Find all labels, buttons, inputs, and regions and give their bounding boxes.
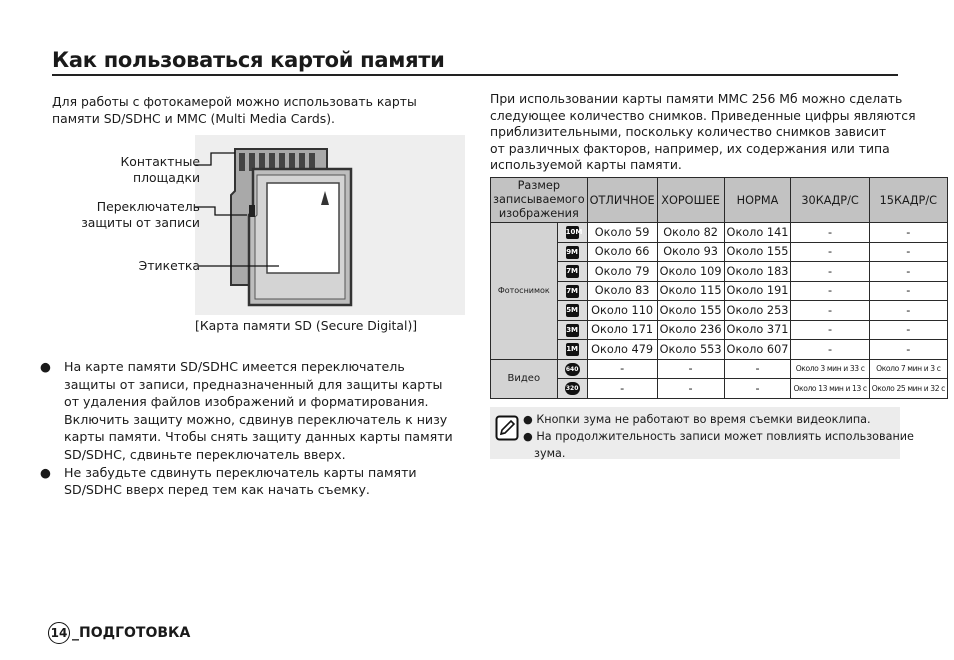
text-line: следующее количество снимков. Приведенные цифры являются bbox=[490, 107, 916, 123]
text-line: используемой карты памяти. bbox=[490, 157, 682, 173]
text-line: приблизительными, поскольку количество снимков зависит bbox=[490, 124, 887, 140]
table-cell: - bbox=[791, 262, 869, 282]
table-row bbox=[491, 340, 948, 360]
note-text bbox=[523, 411, 914, 462]
table-cell: Около 553 bbox=[657, 340, 724, 360]
table-cell: - bbox=[657, 359, 724, 379]
bullet-icon: ● bbox=[523, 413, 533, 426]
size-icon-cell bbox=[557, 320, 587, 340]
bullet-icon: ● bbox=[40, 359, 51, 374]
table-cell: Около 155 bbox=[724, 242, 791, 262]
table-cell: Около 83 bbox=[587, 281, 657, 301]
table-cell: Около 371 bbox=[724, 320, 791, 340]
table-cell: - bbox=[791, 301, 869, 321]
text-line: Размер bbox=[517, 179, 560, 192]
table-cell: Около 93 bbox=[657, 242, 724, 262]
text-line: На карте памяти SD/SDHC имеется переключатель bbox=[64, 359, 405, 374]
table-cell: - bbox=[791, 281, 869, 301]
table-row bbox=[491, 262, 948, 282]
page-number: 14 bbox=[48, 622, 70, 644]
resolution-icon: 7M bbox=[566, 285, 579, 298]
title-divider bbox=[52, 74, 898, 76]
text-line: SD/SDHC, сдвиньте переключатель вверх. bbox=[64, 446, 346, 462]
size-icon-cell bbox=[557, 223, 587, 243]
table-cell: Около 110 bbox=[587, 301, 657, 321]
table-cell: Около 13 мин и 13 с bbox=[791, 379, 869, 399]
text-line: Кнопки зума не работают во время съемки видеоклипа. bbox=[536, 413, 871, 426]
table-cell: - bbox=[869, 320, 947, 340]
bullet-icon: ● bbox=[40, 464, 51, 480]
table-cell: Около 171 bbox=[587, 320, 657, 340]
text-line: Переключатель bbox=[96, 199, 200, 214]
text-line: На продолжительность записи может повлиять использование bbox=[536, 430, 914, 443]
video-size-icon: 320 bbox=[565, 382, 580, 395]
text-line: Не забудьте сдвинуть переключатель карты памяти bbox=[64, 464, 417, 480]
table-cell: - bbox=[869, 301, 947, 321]
text-line: Для работы с фотокамерой можно использовать карты bbox=[52, 94, 417, 109]
table-cell: Около 141 bbox=[724, 223, 791, 243]
size-icon-cell bbox=[557, 340, 587, 360]
header-cell: 30КАДР/С bbox=[791, 178, 869, 223]
table-row bbox=[491, 281, 948, 301]
table-header-row bbox=[491, 178, 948, 223]
header-cell: 15КАДР/С bbox=[869, 178, 947, 223]
table-cell: - bbox=[791, 223, 869, 243]
table-cell: Около 59 bbox=[587, 223, 657, 243]
page-title: Как пользоваться картой памяти bbox=[52, 48, 445, 72]
text-line: Контактные bbox=[120, 154, 200, 169]
bullet-item bbox=[40, 358, 453, 464]
table-cell: Около 109 bbox=[657, 262, 724, 282]
note-line bbox=[523, 445, 914, 462]
table-cell: - bbox=[869, 281, 947, 301]
label-card-label: Этикетка bbox=[138, 258, 200, 273]
section-name: _ПОДГОТОВКА bbox=[72, 625, 191, 641]
page-footer bbox=[48, 622, 190, 644]
row-group-video: Видео bbox=[491, 359, 558, 398]
figure-caption: [Карта памяти SD (Secure Digital)] bbox=[195, 318, 418, 333]
table-row bbox=[491, 242, 948, 262]
left-intro bbox=[52, 93, 417, 127]
table-cell: Около 82 bbox=[657, 223, 724, 243]
capacity-table bbox=[490, 177, 948, 399]
table-cell: Около 3 мин и 33 с bbox=[791, 359, 869, 379]
text-line: При использовании карты памяти MMC 256 Мб можно сделать bbox=[490, 91, 903, 106]
text-line: SD/SDHC вверх перед тем как начать съемку. bbox=[64, 482, 370, 498]
text-line: карты памяти. Чтобы снять защиту данных карты памяти bbox=[64, 429, 453, 445]
label-write-switch bbox=[81, 199, 200, 231]
text-line: Включить защиту можно, сдвинув переключатель к низу bbox=[64, 411, 448, 427]
table-cell: Около 183 bbox=[724, 262, 791, 282]
resolution-icon: 1M bbox=[566, 343, 579, 356]
size-icon-cell bbox=[557, 262, 587, 282]
text-line: от различных факторов, например, их содержания или типа bbox=[490, 140, 890, 156]
text-line: изображения bbox=[498, 207, 579, 220]
table-cell: - bbox=[869, 223, 947, 243]
resolution-icon: 5M bbox=[566, 304, 579, 317]
table-cell: - bbox=[791, 340, 869, 360]
table-cell: - bbox=[869, 242, 947, 262]
table-cell: - bbox=[869, 262, 947, 282]
row-group-photo: Фотоснимок bbox=[491, 223, 558, 360]
size-icon-cell bbox=[557, 359, 587, 379]
text-line: зума. bbox=[534, 447, 566, 460]
table-cell: Около 479 bbox=[587, 340, 657, 360]
text-line: площадки bbox=[133, 170, 200, 185]
right-intro bbox=[490, 91, 916, 174]
table-cell: Около 25 мин и 32 с bbox=[869, 379, 947, 399]
size-icon-cell bbox=[557, 281, 587, 301]
size-icon-cell bbox=[557, 301, 587, 321]
resolution-icon: 9M bbox=[566, 246, 579, 259]
table-cell: Около 79 bbox=[587, 262, 657, 282]
table-row bbox=[491, 301, 948, 321]
table-cell: Около 155 bbox=[657, 301, 724, 321]
table-cell: - bbox=[724, 379, 791, 399]
size-icon-cell bbox=[557, 379, 587, 399]
table-cell: Около 66 bbox=[587, 242, 657, 262]
table-cell: Около 236 bbox=[657, 320, 724, 340]
table-cell: - bbox=[791, 320, 869, 340]
card-label-area bbox=[267, 183, 339, 273]
text-line: защиты от записи, предназначенный для защиты карты bbox=[64, 376, 443, 392]
table-cell: Около 115 bbox=[657, 281, 724, 301]
size-icon-cell bbox=[557, 242, 587, 262]
resolution-icon: 7M bbox=[566, 265, 579, 278]
table-row bbox=[491, 359, 948, 379]
table-cell: - bbox=[657, 379, 724, 399]
table-row bbox=[491, 223, 948, 243]
text-line: записываемого bbox=[493, 193, 585, 206]
table-cell: - bbox=[587, 379, 657, 399]
text-line: памяти SD/SDHC и MMC (Multi Media Cards). bbox=[52, 111, 335, 126]
note-box bbox=[490, 407, 914, 460]
header-cell: ХОРОШЕЕ bbox=[657, 178, 724, 223]
header-cell: НОРМА bbox=[724, 178, 791, 223]
table-cell: Около 7 мин и 3 с bbox=[869, 359, 947, 379]
table-cell: - bbox=[791, 242, 869, 262]
label-contacts bbox=[121, 154, 201, 186]
table-row bbox=[491, 379, 948, 399]
resolution-icon: 3M bbox=[566, 324, 579, 337]
table-cell: - bbox=[724, 359, 791, 379]
resolution-icon: 10M bbox=[566, 226, 579, 239]
table-cell: Около 253 bbox=[724, 301, 791, 321]
text-line: от удаления файлов изображений и форматирования. bbox=[64, 394, 429, 410]
table-cell: - bbox=[869, 340, 947, 360]
note-line bbox=[523, 428, 914, 445]
header-cell: ОТЛИЧНОЕ bbox=[587, 178, 657, 223]
text-line: защиты от записи bbox=[81, 215, 200, 230]
bullet-icon: ● bbox=[523, 430, 533, 443]
note-pencil-icon bbox=[495, 415, 519, 441]
bullet-item bbox=[40, 464, 453, 499]
write-protect-switch bbox=[249, 205, 255, 217]
note-line bbox=[523, 411, 914, 428]
table-cell: Около 607 bbox=[724, 340, 791, 360]
header-image-size bbox=[491, 178, 588, 223]
sd-card-illustration bbox=[195, 135, 465, 315]
table-cell: Около 191 bbox=[724, 281, 791, 301]
table-cell: - bbox=[587, 359, 657, 379]
table-row bbox=[491, 320, 948, 340]
video-size-icon: 640 bbox=[565, 363, 580, 376]
left-bullet-list bbox=[40, 358, 453, 499]
